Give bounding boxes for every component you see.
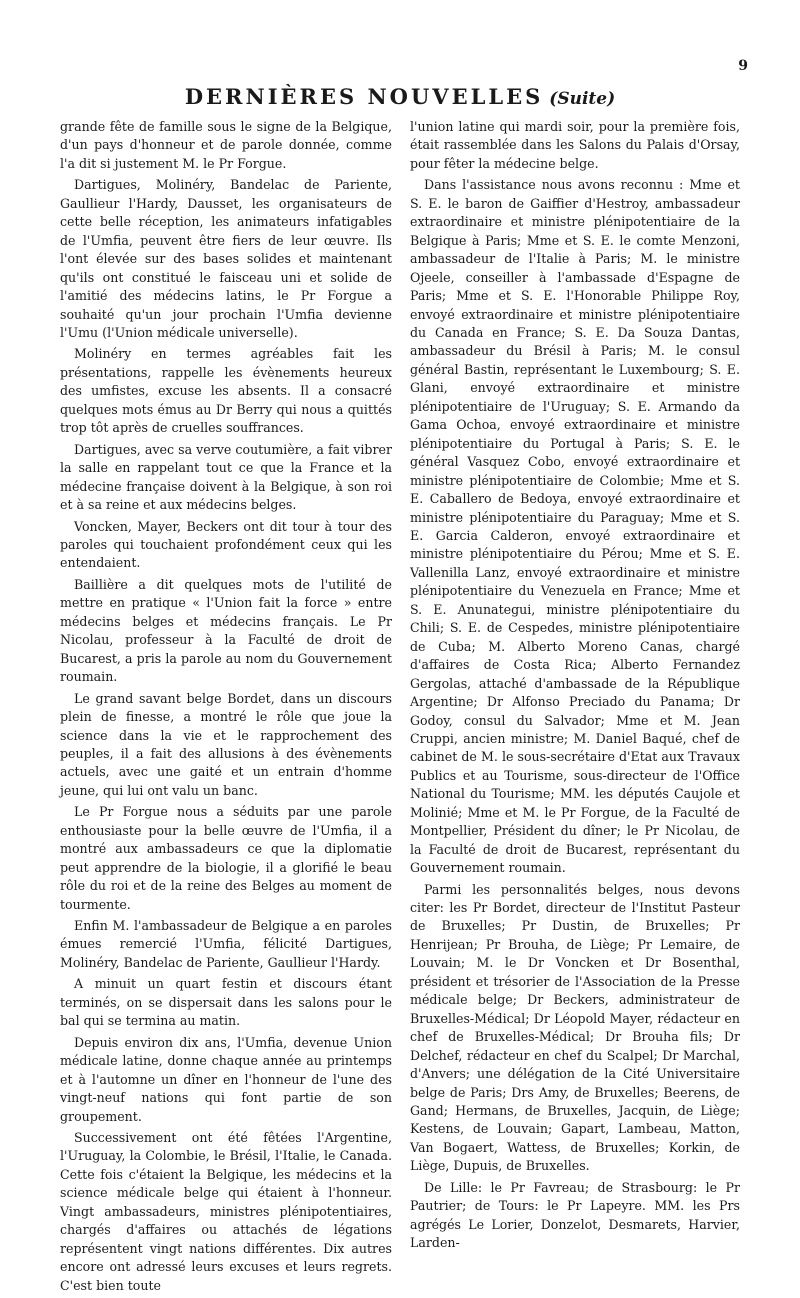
page-number: 9 <box>738 58 748 74</box>
paragraph: Le Pr Forgue nous a séduits par une parole enthousiaste pour la belle œuvre de l'Umfia, il a montré aux ambassadeurs ce que la diplomatie peut apprendre de la biologie, il a glorifié le beau rôle du roi et de la reine des Belges au moment de tourmente. <box>60 804 392 912</box>
paragraph: l'union latine qui mardi soir, pour la première fois, était rassemblée dans les Salons du Palais d'Orsay, pour fêter la médecine belge. <box>410 119 740 171</box>
paragraph: A minuit un quart festin et discours étant terminés, on se dispersait dans les salons pour le bal qui se termina au matin. <box>60 976 392 1029</box>
paragraph: Enfin M. l'ambassadeur de Belgique a en paroles émues remercié l'Umfia, félicité Dartigues, Molinéry, Bandelac de Pariente, Gaullieur l'Hardy. <box>60 918 392 970</box>
paragraph: Dartigues, Molinéry, Bandelac de Pariente, Gaullieur l'Hardy, Dausset, les organisateurs de cette belle réception, les animateurs infatigables de l'Umfia, peuvent être fiers de leur œuvre. Ils l'ont élevée sur des bases solides et maintenant qu'ils ont constitué le faisceau uni et solide de l'amitié des médecins latins, le Pr Forgue a souhaité qu'un jour prochain l'Umfia devienne l'Umu (l'Union médicale universelle). <box>60 177 392 340</box>
heading-suite: (Suite) <box>549 89 616 109</box>
paragraph: Successivement ont été fêtées l'Argentine, l'Uruguay, la Colombie, le Brésil, l'Italie, le Canada. Cette fois c'étaient la Belgique, les médecins et la science médicale belge qui étaient à l'honneur. Vingt ambassadeurs, ministres plénipotentiaires, chargés d'affaires ou attachés de légations représentent vingt nations différentes. Dix autres encore ont adressé leurs excuses et leurs regrets. C'est bien toute <box>60 1130 392 1293</box>
paragraph: Parmi les personnalités belges, nous devons citer: les Pr Bordet, directeur de l'Institut Pasteur de Bruxelles; Pr Dustin, de Bruxelles; Pr Henrijean; Pr Brouha, de Liège; Pr Lemaire, de Louvain; M. le Dr Voncken et Dr Bosenthal, président et trésorier de l'Association de la Presse médicale belge; Dr Beckers, administrateur de Bruxelles-Médical; Dr Léopold Mayer, rédacteur en chef de Bruxelles-Médical; Dr Brouha fils; Dr Delchef, rédacteur en chef du Scalpel; Dr Marchal, d'Anvers; une délégation de la Cité Universitaire belge de Paris; Drs Amy, de Bruxelles; Beerens, de Gand; Hermans, de Bruxelles, Jacquin, de Liège; Kestens, de Louvain; Gapart, Lambeau, Matton, Van Bogaert, Wattess, de Bruxelles; Korkin, de Liège, Dupuis, de Bruxelles. <box>410 881 740 1174</box>
paragraph: Baillière a dit quelques mots de l'utilité de mettre en pratique « l'Union fait la force » entre médecins belges et médecins français. Le Pr Nicolau, professeur à la Faculté de droit de Bucarest, a pris la parole au nom du Gouvernement roumain. <box>60 576 392 685</box>
paragraph: Dartigues, avec sa verve coutumière, a fait vibrer la salle en rappelant tout ce que la France et la médecine française doivent à la Belgique, à son roi et à sa reine et aux médecins belges. <box>60 441 392 513</box>
paragraph: Depuis environ dix ans, l'Umfia, devenue Union médicale latine, donne chaque année au printemps et à l'automne un dîner en l'honneur de l'une des vingt-neuf nations qui font partie de son groupement. <box>60 1034 392 1124</box>
paragraph: Le grand savant belge Bordet, dans un discours plein de finesse, a montré le rôle que joue la science dans la vie et le rapprochement des peuples, il a fait des allusions à des évènements actuels, avec une gaité et un entrain d'homme jeune, qui lui ont valu un banc. <box>60 690 392 798</box>
paragraph: grande fête de famille sous le signe de la Belgique, d'un pays d'honneur et de parole donnée, comme l'a dit si justement M. le Pr Forgue. <box>60 119 392 171</box>
right-column <box>410 118 740 1256</box>
page-heading <box>0 84 800 109</box>
paragraph: De Lille: le Pr Favreau; de Strasbourg: le Pr Pautrier; de Tours: le Pr Lapeyre. MM. les Prs agrégés Le Lorier, Donzelot, Desmarets, Harvier, Larden- <box>410 1179 740 1251</box>
paragraph: Dans l'assistance nous avons reconnu : Mme et S. E. le baron de Gaiffier d'Hestroy, ambassadeur extraordinaire et ministre plénipotentiaire de la Belgique à Paris; Mme et S. E. le comte Menzoni, ambassadeur de l'Italie à Paris; M. le ministre Ojeele, conseiller à l'ambassade d'Espagne de Paris; Mme et S. E. l'Honorable Philippe Roy, envoyé extraordinaire et ministre plénipotentiaire du Canada en France; S. E. Da Souza Dantas, ambassadeur du Brésil à Paris; M. le consul général Bastin, représentant le Luxembourg; S. E. Glani, envoyé extraordinaire et ministre plénipotentiaire de l'Uruguay; S. E. Armando da Gama Ochoa, envoyé extraordinaire et ministre plénipotentiaire du Portugal à Paris; S. E. le général Vasquez Cobo, envoyé extraordinaire et ministre plénipotentiaire de Colombie; Mme et S. E. Caballero de Bedoya, envoyé extraordinaire et ministre plénipotentiaire du Paraguay; Mme et S. E. Garcia Calderon, envoyé extraordinaire et ministre plénipotentiaire du Pérou; Mme et S. E. Vallenilla Lanz, envoyé extraordinaire et ministre plénipotentiaire du Venezuela en France; Mme et S. E. Anunategui, ministre plénipotentiaire du Chili; S. E. de Cespedes, ministre plénipotentiaire de Cuba; M. Alberto Moreno Canas, chargé d'affaires de Costa Rica; Alberto Fernandez Gergolas, attaché d'ambassade de la République Argentine; Dr Alfonso Preciado du Panama; Dr Godoy, consul du Salvador; Mme et M. Jean Cruppi, ancien ministre; M. Daniel Baqué, chef de cabinet de M. le sous-secrétaire d'Etat aux Travaux Publics et au Tourisme, sous-directeur de l'Office National du Tourisme; MM. les députés Caujole et Molinié; Mme et M. le Pr Forgue, de la Faculté de Montpellier, Président du dîner; le Pr Nicolau, de la Faculté de droit de Bucarest, représentant du Gouvernement roumain. <box>410 177 740 876</box>
paragraph: Voncken, Mayer, Beckers ont dit tour à tour des paroles qui touchaient profondément ceux qui les entendaient. <box>60 518 392 571</box>
paragraph: Molinéry en termes agréables fait les présentations, rappelle les évènements heureux des umfistes, excuse les absents. Il a consacré quelques mots émus au Dr Berry qui nous a quittés trop tôt après de cruelles souffrances. <box>60 346 392 436</box>
left-column <box>60 118 392 1298</box>
heading-title: DERNIÈRES NOUVELLES <box>184 84 544 109</box>
